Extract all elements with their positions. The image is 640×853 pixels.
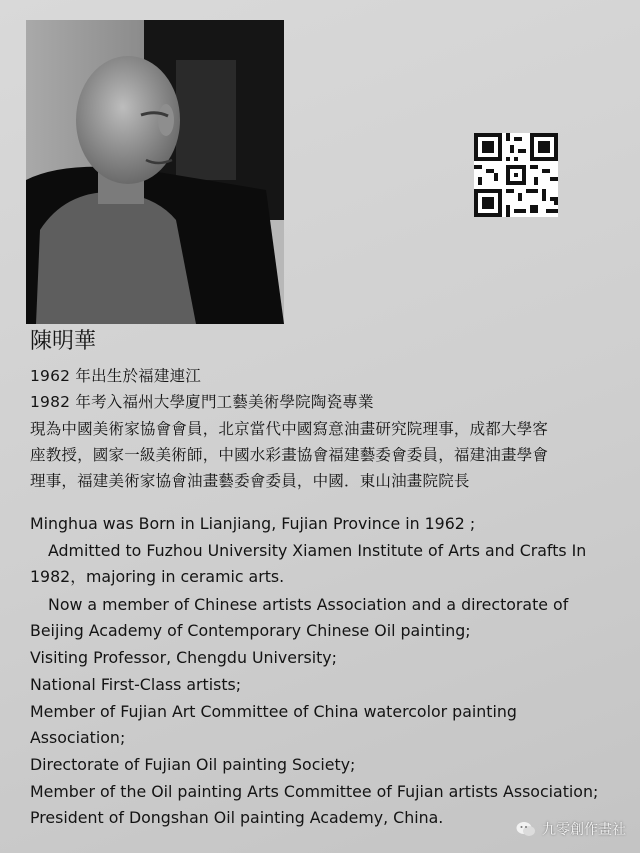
watermark xyxy=(516,819,626,839)
en-line: Member of Fujian Art Committee of China watercolor painting xyxy=(30,702,517,721)
en-line: Directorate of Fujian Oil painting Society; xyxy=(30,755,356,774)
en-line: National First-Class artists; xyxy=(30,675,242,694)
en-line: 1982，majoring in ceramic arts. xyxy=(30,567,285,586)
artist-name: 陳明華 xyxy=(30,329,97,354)
en-line: Minghua was Born in Lianjiang, Fujian Province in 1962 ; xyxy=(30,514,476,533)
en-line: Visiting Professor, Chengdu University; xyxy=(30,648,337,667)
en-line: President of Dongshan Oil painting Academy, China. xyxy=(30,808,444,827)
watermark-text: 九零創作畫社 xyxy=(542,822,626,838)
zh-line: 理事，福建美術家協會油畫藝委會委員，中國．東山油畫院院長 xyxy=(30,472,470,490)
en-line: Beijing Academy of Contemporary Chinese Oil painting; xyxy=(30,621,471,640)
en-line: Admitted to Fuzhou University Xiamen Institute of Arts and Crafts In xyxy=(48,541,587,560)
en-line: Association; xyxy=(30,728,126,747)
portrait-photo xyxy=(26,20,284,324)
zh-line: 現為中國美術家協會會員，北京當代中國寫意油畫研究院理事，成都大學客 xyxy=(30,420,549,438)
zh-line: 座教授，國家一級美術師，中國水彩畫協會福建藝委會委員，福建油畫學會 xyxy=(30,446,549,464)
zh-line: 1982 年考入福州大學廈門工藝美術學院陶瓷專業 xyxy=(30,393,374,411)
qr-code-icon xyxy=(474,133,558,217)
zh-line: 1962 年出生於福建連江 xyxy=(30,367,201,385)
wechat-icon xyxy=(516,821,536,837)
en-line: Member of the Oil painting Arts Committee of Fujian artists Association; xyxy=(30,782,599,801)
en-line: Now a member of Chinese artists Association and a directorate of xyxy=(48,595,569,614)
